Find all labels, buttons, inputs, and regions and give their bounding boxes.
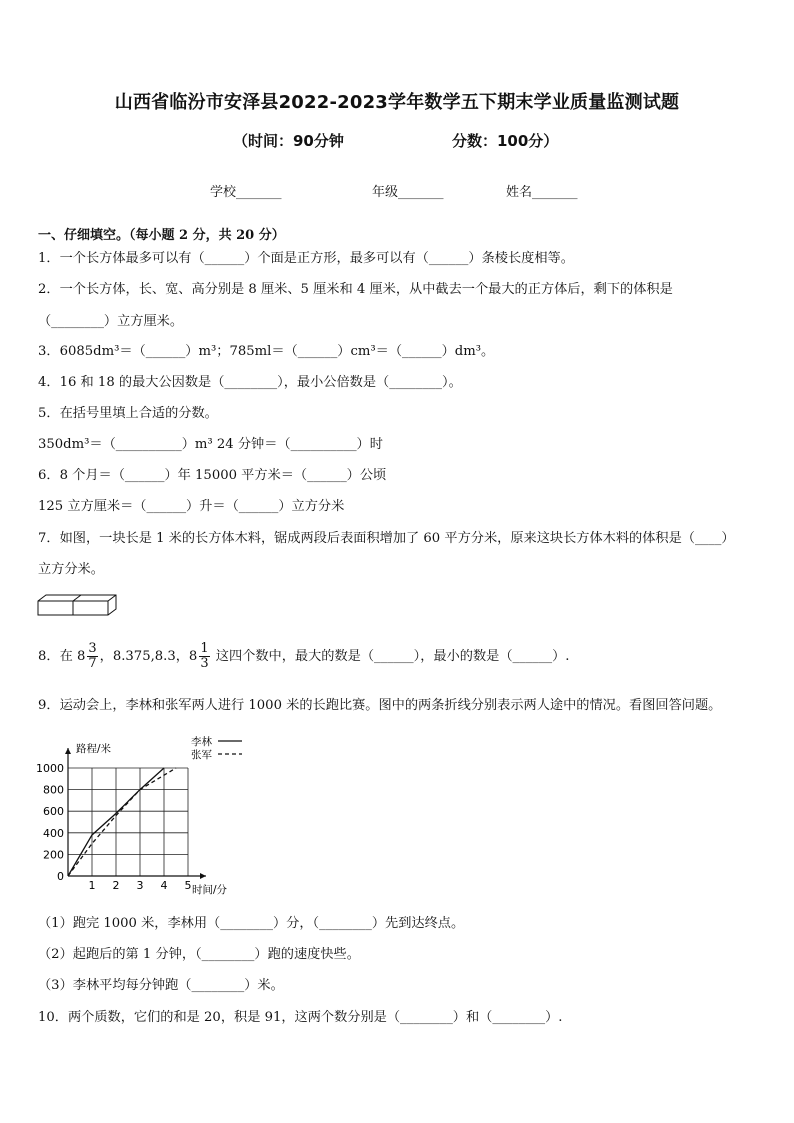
q8-middle: ，8.375,8.3，8 bbox=[99, 649, 198, 664]
grade-field: 年级_______ bbox=[372, 185, 444, 200]
x-tick-label: 1 bbox=[88, 879, 96, 892]
chart-series bbox=[68, 768, 176, 876]
question-5: 5．在括号里填上合适的分数。 bbox=[38, 406, 218, 421]
x-axis-label: 时间/分 bbox=[192, 884, 228, 895]
q8-suffix: 这四个数中，最大的数是（______），最小的数是（______）. bbox=[211, 649, 570, 664]
question-5a: 350dm³＝（__________）m³ 24 分钟＝（__________）时 bbox=[38, 437, 383, 452]
y-tick-label: 0 bbox=[57, 870, 64, 883]
x-tick-label: 4 bbox=[160, 879, 168, 892]
question-9-1: （1）跑完 1000 米，李林用（________）分，（________）先到达终点。 bbox=[38, 916, 465, 931]
question-4: 4．16 和 18 的最大公因数是（________），最小公倍数是（________）。 bbox=[38, 375, 462, 390]
exam-score: 分数：100分） bbox=[452, 132, 559, 150]
question-3: 3．6085dm³＝（______）m³；785ml＝（______）cm³＝（______）dm³。 bbox=[38, 344, 495, 359]
chart-grid bbox=[68, 768, 188, 876]
fraction-1-3 bbox=[199, 642, 209, 671]
question-2-line1: 2．一个长方体，长、宽、高分别是 8 厘米、5 厘米和 4 厘米，从中截去一个最大的正方体后，剩下的体积是 bbox=[38, 282, 673, 297]
x-axis-arrow bbox=[200, 873, 206, 879]
exam-time: （时间：90分钟 bbox=[233, 132, 344, 150]
chart-labels bbox=[36, 735, 242, 895]
question-9-2: （2）起跑后的第 1 分钟，（________）跑的速度快些。 bbox=[38, 947, 360, 962]
running-chart bbox=[34, 733, 264, 895]
section-heading: 一、仔细填空。（每小题 2 分，共 20 分） bbox=[38, 228, 285, 243]
y-axis-label: 路程/米 bbox=[76, 743, 112, 755]
question-7-line2: 立方分米。 bbox=[38, 562, 104, 577]
fraction-denominator: 7 bbox=[88, 656, 97, 671]
q8-prefix: 8．在 8 bbox=[38, 649, 86, 664]
legend-label: 张军 bbox=[191, 749, 212, 761]
fraction-numerator: 1 bbox=[200, 641, 209, 656]
name-field: 姓名_______ bbox=[506, 185, 578, 200]
y-axis-arrow bbox=[65, 748, 71, 754]
question-6b: 125 立方厘米＝（______）升＝（______）立方分米 bbox=[38, 499, 345, 514]
fraction-3-7 bbox=[87, 642, 97, 671]
x-tick-label: 2 bbox=[112, 879, 120, 892]
fraction-denominator: 3 bbox=[200, 656, 209, 671]
question-9: 9．运动会上，李林和张军两人进行 1000 米的长跑比赛。图中的两条折线分别表示两人途中的情况。看图回答问题。 bbox=[38, 698, 722, 713]
page-title: 山西省临汾市安泽县2022-2023学年数学五下期末学业质量监测试题 bbox=[114, 92, 680, 113]
question-6a: 6．8 个月＝（______）年 15000 平方米＝（______）公顷 bbox=[38, 468, 387, 483]
x-tick-label: 5 bbox=[184, 879, 192, 892]
question-1: 1．一个长方体最多可以有（______）个面是正方形，最多可以有（______）条棱长度相等。 bbox=[38, 251, 574, 266]
y-tick-label: 600 bbox=[43, 805, 64, 819]
series-line-2 bbox=[68, 768, 176, 876]
fraction-numerator: 3 bbox=[88, 641, 97, 656]
question-8 bbox=[38, 640, 569, 674]
question-7-line1: 7．如图，一块长是 1 米的长方体木料，锯成两段后表面积增加了 60 平方分米，原来这块长方体木料的体积是（____） bbox=[38, 531, 735, 546]
y-tick-label: 200 bbox=[43, 848, 64, 862]
school-field: 学校_______ bbox=[210, 185, 282, 200]
wood-block-figure bbox=[36, 593, 120, 619]
y-tick-label: 800 bbox=[43, 783, 64, 797]
y-tick-label: 400 bbox=[43, 826, 64, 840]
question-10: 10．两个质数，它们的和是 20，积是 91，这两个数分别是（________）和（________）. bbox=[38, 1010, 563, 1025]
question-2-line2: （________）立方厘米。 bbox=[38, 314, 184, 329]
x-tick-label: 3 bbox=[136, 879, 144, 892]
legend-label: 李林 bbox=[191, 736, 212, 748]
question-9-3: （3）李林平均每分钟跑（________）米。 bbox=[38, 978, 284, 993]
y-tick-label: 1000 bbox=[36, 762, 64, 775]
